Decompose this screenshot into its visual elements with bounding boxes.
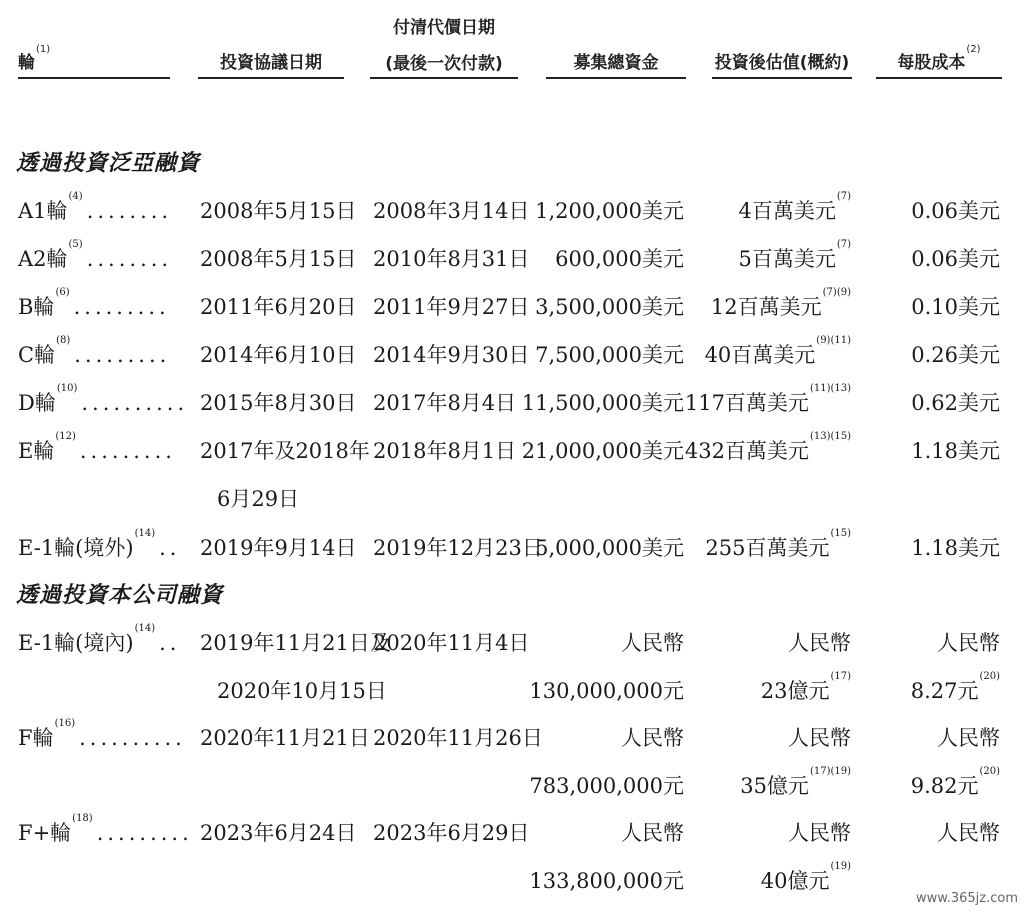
footnote-ref: (14) <box>134 623 156 634</box>
footnote-ref: (7) <box>836 191 851 202</box>
paid-date-cell: 2011年9月27日 <box>373 295 530 319</box>
section-title-pan-asia: 透過投資泛亞融資 <box>16 150 201 176</box>
leader-dots: .. <box>159 631 181 655</box>
footnote-ref: (1) <box>36 44 51 55</box>
table-row <box>0 191 1024 229</box>
col-header-valuation <box>712 48 852 73</box>
paid-date-cell: 2020年11月26日 <box>373 726 543 750</box>
agreement-date-cell: 2014年6月10日 <box>200 343 357 367</box>
valuation-cell <box>684 383 851 417</box>
footnote-ref: (8) <box>56 335 71 346</box>
col-header-valuation-label: 投資後估值(概約) <box>714 53 850 73</box>
table-row <box>0 239 1024 277</box>
footnote-ref: (12) <box>55 431 76 442</box>
footnote-ref: (13)(15) <box>809 431 851 442</box>
footnote-ref: (14) <box>134 528 156 539</box>
footnote-ref: (17) <box>830 671 851 682</box>
valuation-value: 117百萬美元 <box>684 391 809 415</box>
footnote-ref: (5) <box>68 239 83 250</box>
valuation-amount-cell <box>740 766 851 800</box>
leader-dots: ........ <box>86 247 173 271</box>
paid-date-cell: 2020年11月4日 <box>373 631 530 655</box>
valuation-value: 人民幣 <box>788 631 851 655</box>
valuation-cell <box>710 287 851 321</box>
valuation-cell <box>705 528 851 562</box>
funds-cell: 人民幣 <box>621 726 684 750</box>
cost-cell: 0.62美元 <box>911 391 1000 415</box>
header-rule-cost <box>876 77 1002 79</box>
table-row-continuation <box>0 671 1024 709</box>
round-name: F輪 <box>18 726 54 750</box>
valuation-value: 40百萬美元 <box>704 343 816 367</box>
cost-cell: 人民幣 <box>937 821 1000 845</box>
paid-date-cell: 2018年8月1日 <box>373 439 517 463</box>
round-name: E-1輪(境內) <box>18 631 134 655</box>
funds-cell: 人民幣 <box>621 631 684 655</box>
agreement-date-cell: 2019年11月21日及 <box>200 631 391 655</box>
leader-dots: ......... <box>73 295 170 319</box>
cost-cell: 1.18美元 <box>911 536 1000 560</box>
valuation-value: 4百萬美元 <box>738 199 836 223</box>
round-cell <box>18 287 170 321</box>
col-header-funds-label: 募集總資金 <box>573 53 659 73</box>
valuation-value: 5百萬美元 <box>738 247 836 271</box>
footnote-ref: (16) <box>54 718 76 729</box>
col-header-cost <box>876 44 1002 73</box>
valuation-value: 255百萬美元 <box>705 536 830 560</box>
agreement-date-cell: 2019年9月14日 <box>200 536 357 560</box>
valuation-cell <box>738 239 851 273</box>
footnote-ref: (19) <box>830 861 851 872</box>
table-row <box>0 623 1024 661</box>
valuation-value: 432百萬美元 <box>684 439 809 463</box>
table-row <box>0 813 1024 851</box>
footnote-ref: (17)(19) <box>809 766 851 777</box>
cost-cell: 1.18美元 <box>911 439 1000 463</box>
round-name: C輪 <box>18 343 56 367</box>
footnote-ref: (20) <box>979 671 1000 682</box>
round-name: A2輪 <box>18 247 68 271</box>
section-title-company: 透過投資本公司融資 <box>16 582 224 608</box>
valuation-cell <box>738 191 851 225</box>
footnote-ref: (4) <box>68 191 83 202</box>
cost-amount: 9.82元 <box>910 774 979 798</box>
cost-amount-cell <box>910 671 1000 705</box>
round-cell <box>18 191 173 225</box>
col-header-agreement-label: 投資協議日期 <box>220 53 322 73</box>
paid-date-cell: 2019年12月23日 <box>373 536 543 560</box>
table-row <box>0 335 1024 373</box>
agreement-date-cell: 2008年5月15日 <box>200 199 357 223</box>
table-row <box>0 528 1024 566</box>
table-row <box>0 718 1024 756</box>
agreement-date-cell: 2017年及2018年 <box>200 439 370 463</box>
valuation-value: 12百萬美元 <box>710 295 822 319</box>
col-header-round <box>18 44 51 73</box>
footnote-ref: (9)(11) <box>816 335 851 346</box>
agreement-date-cell: 2023年6月24日 <box>200 821 357 845</box>
valuation-value: 人民幣 <box>788 821 851 845</box>
col-header-funds <box>546 48 686 73</box>
header-rule-valuation <box>712 77 852 79</box>
footnote-ref: (20) <box>979 766 1000 777</box>
valuation-cell <box>788 817 851 847</box>
table-row <box>0 431 1024 469</box>
watermark: www.365jz.com <box>916 891 1018 906</box>
valuation-amount-cell <box>760 861 851 895</box>
round-name: F+輪 <box>18 821 72 845</box>
cost-amount-cell <box>910 766 1000 800</box>
col-header-agreement-date <box>198 48 344 73</box>
leader-dots: ......... <box>74 343 171 367</box>
round-cell <box>18 718 186 752</box>
cost-cell: 0.10美元 <box>911 295 1000 319</box>
agreement-date-cell: 2011年6月20日 <box>200 295 357 319</box>
round-cell <box>18 813 193 847</box>
leader-dots: ......... <box>96 821 193 845</box>
footnote-ref: (18) <box>72 813 93 824</box>
footnote-ref: (6) <box>55 287 70 298</box>
paid-date-cell: 2014年9月30日 <box>373 343 530 367</box>
leader-dots: ......... <box>79 439 176 463</box>
leader-dots: .......... <box>81 391 189 415</box>
leader-dots: ........ <box>86 199 173 223</box>
footnote-ref: (7) <box>836 239 851 250</box>
round-name: D輪 <box>18 391 56 415</box>
valuation-cell <box>788 722 851 752</box>
footnote-ref: (11)(13) <box>809 383 851 394</box>
cost-cell: 人民幣 <box>937 631 1000 655</box>
header-rule-funds <box>546 77 686 79</box>
valuation-value: 人民幣 <box>788 726 851 750</box>
footnote-ref: (2) <box>966 44 981 55</box>
funds-cell: 11,500,000美元 <box>521 391 684 415</box>
funds-amount: 130,000,000元 <box>529 679 684 703</box>
agreement-date-cont: 6月29日 <box>217 487 300 511</box>
leader-dots: .......... <box>79 726 186 750</box>
table-row-continuation <box>0 483 1024 517</box>
funds-cell: 5,000,000美元 <box>535 536 684 560</box>
col-header-cost-label: 每股成本 <box>897 53 966 73</box>
cost-cell: 0.06美元 <box>911 199 1000 223</box>
cost-cell: 0.06美元 <box>911 247 1000 271</box>
table-row <box>0 383 1024 421</box>
header-rule-paid <box>370 77 518 79</box>
funds-cell: 人民幣 <box>621 821 684 845</box>
leader-dots: .. <box>159 536 181 560</box>
valuation-cell <box>704 335 851 369</box>
round-name: A1輪 <box>18 199 68 223</box>
funds-amount: 133,800,000元 <box>529 869 684 893</box>
valuation-cell <box>788 627 851 657</box>
funds-amount: 783,000,000元 <box>529 774 684 798</box>
table-row-continuation <box>0 861 1024 899</box>
col-header-paid-label-2: (最後一次付款) <box>385 54 503 74</box>
funds-cell: 3,500,000美元 <box>535 295 684 319</box>
funds-cell: 600,000美元 <box>555 247 684 271</box>
round-name: E-1輪(境外) <box>18 536 134 560</box>
paid-date-cell: 2010年8月31日 <box>373 247 530 271</box>
round-cell <box>18 623 181 657</box>
cost-cell: 0.26美元 <box>911 343 1000 367</box>
paid-date-cell: 2008年3月14日 <box>373 199 530 223</box>
col-header-paid-label-1: 付清代價日期 <box>393 18 495 38</box>
agreement-date-cell: 2020年11月21日 <box>200 726 370 750</box>
valuation-amount-cell <box>760 671 851 705</box>
agreement-date-cell: 2008年5月15日 <box>200 247 357 271</box>
paid-date-cell: 2017年8月4日 <box>373 391 517 415</box>
round-name: B輪 <box>18 295 55 319</box>
round-cell <box>18 528 181 562</box>
agreement-date-cell: 2015年8月30日 <box>200 391 357 415</box>
col-header-paid-date <box>370 10 518 82</box>
agreement-date-cont: 2020年10月15日 <box>217 679 387 703</box>
valuation-amount: 40億元 <box>760 869 830 893</box>
valuation-amount: 23億元 <box>760 679 830 703</box>
round-cell <box>18 335 171 369</box>
funds-cell: 7,500,000美元 <box>535 343 684 367</box>
cost-amount: 8.27元 <box>910 679 979 703</box>
table-row-continuation <box>0 766 1024 804</box>
valuation-cell <box>684 431 851 465</box>
footnote-ref: (7)(9) <box>822 287 851 298</box>
cost-cell: 人民幣 <box>937 726 1000 750</box>
header-rule-agreement <box>198 77 344 79</box>
round-cell <box>18 239 173 273</box>
round-cell <box>18 383 189 417</box>
funds-cell: 21,000,000美元 <box>521 439 684 463</box>
footnote-ref: (10) <box>56 383 78 394</box>
funds-cell: 1,200,000美元 <box>535 199 684 223</box>
paid-date-cell: 2023年6月29日 <box>373 821 530 845</box>
header-rule-round <box>18 77 170 79</box>
table-row <box>0 287 1024 325</box>
valuation-amount: 35億元 <box>740 774 809 798</box>
round-cell <box>18 431 176 465</box>
round-name: E輪 <box>18 439 55 463</box>
col-header-round-label: 輪 <box>18 53 35 73</box>
footnote-ref: (15) <box>830 528 851 539</box>
